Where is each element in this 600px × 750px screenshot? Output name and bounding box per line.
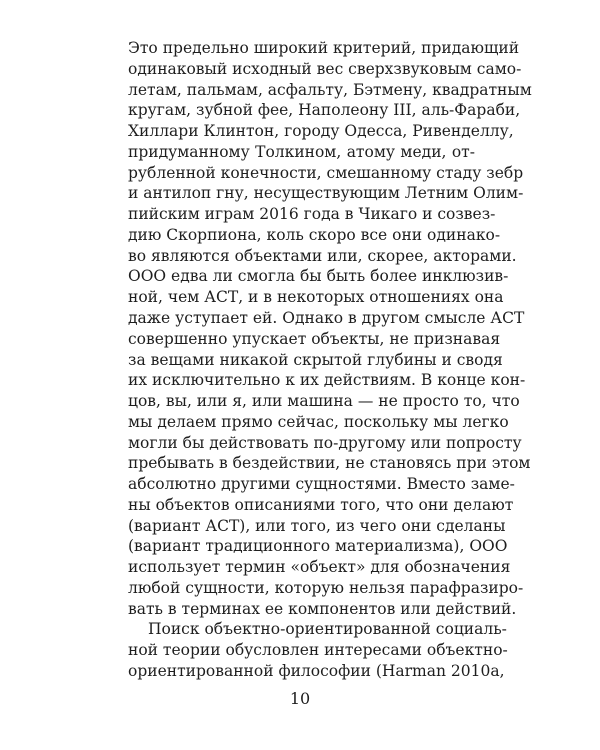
text-line: дию Скорпиона, коль скоро все они одинако- <box>128 226 501 244</box>
text-line: даже уступает ей. Однако в другом смысле АСТ <box>128 309 525 327</box>
text-line: ориентированной философии (Harman 2010a, <box>128 662 505 680</box>
text-line: Хиллари Клинтон, городу Одесса, Ривенделлу, <box>128 122 514 140</box>
text-line: пребывать в бездействии, не становясь при этом <box>128 454 531 472</box>
text-line: использует термин «объект» для обозначения <box>128 558 511 576</box>
text-line: цов, вы, или я, или машина — не просто то, что <box>128 392 520 410</box>
text-line: кругам, зубной фее, Наполеону III, аль-Фараби, <box>128 101 521 119</box>
text-line: их исключительно к их действиям. В конце кон- <box>128 371 526 389</box>
text-line: одинаковый исходный вес сверхзвуковым само- <box>128 60 522 78</box>
text-line: могли бы действовать по-другому или попросту <box>128 434 522 452</box>
text-line: ны объектов описаниями того, что они делают <box>128 496 514 514</box>
text-line: и антилоп гну, несуществующим Летним Олим- <box>128 184 524 202</box>
text-line: рубленной конечности, смешанному стаду зебр <box>128 164 524 182</box>
text-line: (вариант традиционного материализма), ООО <box>128 537 508 555</box>
text-line: за вещами никакой скрытой глубины и сводя <box>128 351 503 369</box>
text-line: ной теории обусловлен интересами объектно- <box>128 641 508 659</box>
paragraph-first-line: Поиск объектно-ориентированной социаль- <box>148 620 507 638</box>
text-line: летам, пальмам, асфальту, Бэтмену, квадратным <box>128 81 532 99</box>
text-line: во являются объектами или, скорее, акторами. <box>128 247 517 265</box>
text-line: придуманному Толкином, атому меди, от- <box>128 143 475 161</box>
text-line: ООО едва ли смогла бы быть более инклюзив- <box>128 267 509 285</box>
page-number: 10 <box>289 689 311 708</box>
text-line: любой сущности, которую нельзя парафразиро- <box>128 579 524 597</box>
text-line: совершенно упускает объекты, не признавая <box>128 330 501 348</box>
text-line: пийским играм 2016 года в Чикаго и созвез- <box>128 205 496 223</box>
text-line: вать в терминах ее компонентов или действий. <box>128 600 517 618</box>
text-line: Это предельно широкий критерий, придающий <box>128 39 520 57</box>
text-line: ной, чем АСТ, и в некоторых отношениях она <box>128 288 504 306</box>
text-line: мы делаем прямо сейчас, поскольку мы легко <box>128 413 509 431</box>
text-line: абсолютно другими сущностями. Вместо заме- <box>128 475 515 493</box>
text-line: (вариант АСТ), или того, из чего они сделаны <box>128 517 506 535</box>
